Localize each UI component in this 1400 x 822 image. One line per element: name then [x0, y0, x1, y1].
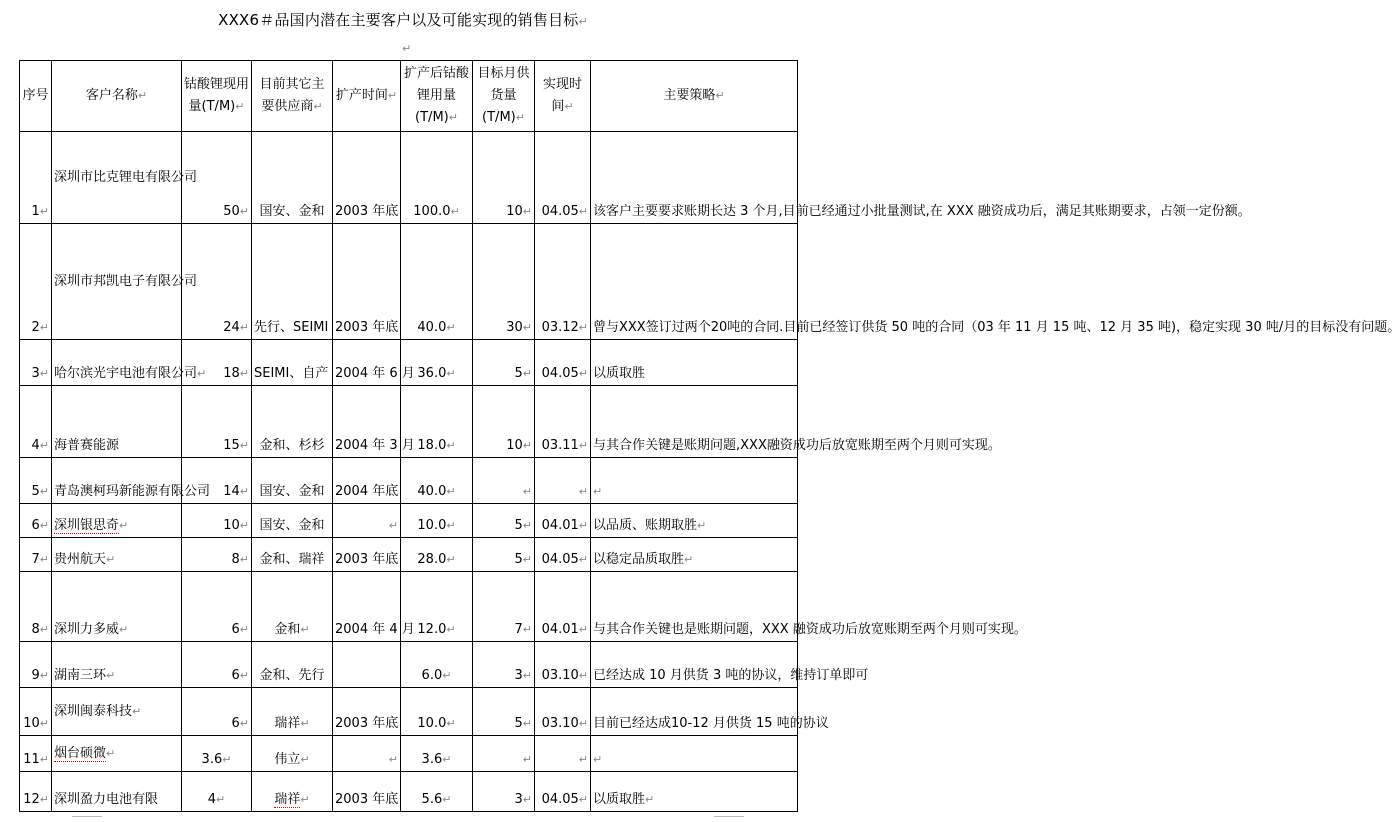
cell-post-usage: 10.0↵: [401, 504, 473, 538]
table-row: [20, 772, 798, 812]
cell-expansion-time: ↵: [333, 504, 401, 538]
cell-customer: 深圳银思奇↵: [52, 504, 182, 538]
sales-target-table: [19, 60, 1400, 812]
table-row: [20, 642, 798, 688]
cell-seq: 1↵: [20, 132, 52, 224]
cell-realize-time: 04.05↵: [535, 538, 591, 572]
cell-customer: 烟台硕微↵: [52, 736, 182, 772]
cell-strategy: 目前已经达成10-12 月供货 15 吨的协议: [591, 688, 798, 736]
cell-usage: 18↵: [182, 340, 252, 386]
table-row: [20, 736, 798, 772]
cell-realize-time: 04.01↵: [535, 504, 591, 538]
cell-seq: 10↵: [20, 688, 52, 736]
cell-customer: 深圳市比克锂电有限公司: [52, 132, 182, 224]
cell-strategy: 已经达成 10 月供货 3 吨的协议，维持订单即可: [591, 642, 798, 688]
cell-expansion-time: 2003 年底: [333, 538, 401, 572]
cell-suppliers: 金和↵: [252, 572, 333, 642]
cell-suppliers: 先行、SEIMI: [252, 224, 333, 340]
cell-customer: 深圳力多威↵: [52, 572, 182, 642]
cell-suppliers: 金和、瑞祥: [252, 538, 333, 572]
cell-customer: 贵州航天↵: [52, 538, 182, 572]
cell-seq: 4↵: [20, 386, 52, 458]
table-row: [20, 538, 798, 572]
cell-post-usage: 5.6↵: [401, 772, 473, 812]
cell-customer: 深圳盈力电池有限: [52, 772, 182, 812]
cell-target-supply: 10↵: [473, 386, 535, 458]
cell-usage: 4↵: [182, 772, 252, 812]
cell-usage: 6↵: [182, 642, 252, 688]
cell-realize-time: 04.05↵: [535, 340, 591, 386]
cell-suppliers: 伟立↵: [252, 736, 333, 772]
table-row: [20, 340, 798, 386]
page-edge-line: [72, 816, 102, 817]
table-row: [20, 386, 798, 458]
cell-suppliers: SEIMI、自产: [252, 340, 333, 386]
cell-realize-time: 03.10↵: [535, 642, 591, 688]
cell-strategy: 以质取胜↵: [591, 772, 798, 812]
cell-target-supply: 5↵: [473, 340, 535, 386]
cell-seq: 11↵: [20, 736, 52, 772]
cell-suppliers: 瑞祥↵: [252, 772, 333, 812]
header-realize-time: 实现时间↵: [535, 61, 591, 132]
cell-seq: 8↵: [20, 572, 52, 642]
cell-realize-time: 03.10↵: [535, 688, 591, 736]
table-header-row: [20, 61, 798, 132]
cell-suppliers: 瑞祥↵: [252, 688, 333, 736]
cell-strategy: 以稳定品质取胜↵: [591, 538, 798, 572]
cell-usage: 6↵: [182, 572, 252, 642]
header-strategy: 主要策略↵: [591, 61, 798, 132]
cell-post-usage: 18.0↵: [401, 386, 473, 458]
cell-post-usage: 28.0↵: [401, 538, 473, 572]
table-row: [20, 224, 798, 340]
header-target-supply: 目标月供货量(T/M)↵: [473, 61, 535, 132]
paragraph-mark-icon: ↵: [578, 15, 588, 28]
cell-target-supply: ↵: [473, 458, 535, 504]
cell-strategy: ↵: [591, 736, 798, 772]
cell-post-usage: 6.0↵: [401, 642, 473, 688]
cell-expansion-time: 2003 年底: [333, 132, 401, 224]
cell-target-supply: 3↵: [473, 772, 535, 812]
cell-expansion-time: ↵: [333, 736, 401, 772]
cell-target-supply: 3↵: [473, 642, 535, 688]
cell-customer: 海普赛能源: [52, 386, 182, 458]
cell-post-usage: 10.0↵: [401, 688, 473, 736]
header-expansion-time: 扩产时间↵: [333, 61, 401, 132]
cell-usage: 24↵: [182, 224, 252, 340]
cell-target-supply: 30↵: [473, 224, 535, 340]
cell-post-usage: 40.0↵: [401, 458, 473, 504]
table-row: [20, 458, 798, 504]
cell-customer: 湖南三环↵: [52, 642, 182, 688]
cell-seq: 7↵: [20, 538, 52, 572]
cell-strategy: ↵: [591, 458, 798, 504]
table-row: [20, 572, 798, 642]
cell-usage: 14↵: [182, 458, 252, 504]
cell-target-supply: 5↵: [473, 504, 535, 538]
cell-post-usage: 100.0↵: [401, 132, 473, 224]
cell-seq: 9↵: [20, 642, 52, 688]
cell-strategy: 与其合作关键是账期问题,XXX融资成功后放宽账期至两个月则可实现。: [591, 386, 798, 458]
cell-post-usage: 3.6↵: [401, 736, 473, 772]
cell-expansion-time: 2004 年底: [333, 458, 401, 504]
header-seq: 序号: [20, 61, 52, 132]
cell-seq: 3↵: [20, 340, 52, 386]
cell-seq: 5↵: [20, 458, 52, 504]
header-other-suppliers: 目前其它主要供应商↵: [252, 61, 333, 132]
cell-expansion-time: 2004 年 4 月: [333, 572, 401, 642]
cell-customer: 青岛澳柯玛新能源有限公司: [52, 458, 182, 504]
cell-post-usage: 40.0↵: [401, 224, 473, 340]
cell-suppliers: 国安、金和: [252, 458, 333, 504]
cell-suppliers: 金和、先行: [252, 642, 333, 688]
table-row: [20, 132, 798, 224]
table-row: [20, 688, 798, 736]
cell-realize-time: 04.05↵: [535, 772, 591, 812]
cell-suppliers: 国安、金和: [252, 132, 333, 224]
cell-expansion-time: 2004 年 6 月: [333, 340, 401, 386]
cell-expansion-time: [333, 642, 401, 688]
cell-strategy: 以质取胜: [591, 340, 798, 386]
cell-seq: 6↵: [20, 504, 52, 538]
cell-strategy: 与其合作关键也是账期问题，XXX 融资成功后放宽账期至两个月则可实现。: [591, 572, 798, 642]
cell-target-supply: ↵: [473, 736, 535, 772]
cell-seq: 12↵: [20, 772, 52, 812]
cell-realize-time: 03.12↵: [535, 224, 591, 340]
page-edge-line: [714, 816, 744, 817]
cell-realize-time: 04.01↵: [535, 572, 591, 642]
header-current-usage: 钴酸锂现用量(T/M)↵: [182, 61, 252, 132]
page-title: [0, 9, 806, 30]
header-post-expansion-usage: 扩产后钴酸锂用量(T/M)↵: [401, 61, 473, 132]
cell-usage: 15↵: [182, 386, 252, 458]
cell-usage: 50↵: [182, 132, 252, 224]
cell-expansion-time: 2003 年底: [333, 224, 401, 340]
cell-usage: 8↵: [182, 538, 252, 572]
cell-suppliers: 国安、金和: [252, 504, 333, 538]
cell-target-supply: 10↵: [473, 132, 535, 224]
cell-realize-time: 04.05↵: [535, 132, 591, 224]
cell-expansion-time: 2003 年底: [333, 772, 401, 812]
table-row: [20, 504, 798, 538]
cell-usage: 3.6↵: [182, 736, 252, 772]
cell-realize-time: ↵: [535, 736, 591, 772]
cell-target-supply: 7↵: [473, 572, 535, 642]
cell-post-usage: 12.0↵: [401, 572, 473, 642]
cell-customer: 哈尔滨光宇电池有限公司↵: [52, 340, 182, 386]
cell-usage: 6↵: [182, 688, 252, 736]
cell-realize-time: 03.11↵: [535, 386, 591, 458]
cell-strategy: 曾与XXX签订过两个20吨的合同.目前已经签订供货 50 吨的合同（03 年 11 月 15 吨、12 月 35 吨)，稳定实现 30 吨/月的目标没有问题。: [591, 224, 798, 340]
cell-usage: 10↵: [182, 504, 252, 538]
cell-expansion-time: 2004 年 3 月: [333, 386, 401, 458]
cell-target-supply: 5↵: [473, 538, 535, 572]
cell-customer: 深圳市邦凯电子有限公司: [52, 224, 182, 340]
page-title-text: XXX6＃品国内潜在主要客户以及可能实现的销售目标: [218, 11, 579, 29]
cell-post-usage: 36.0↵: [401, 340, 473, 386]
cell-realize-time: ↵: [535, 458, 591, 504]
cell-suppliers: 金和、杉杉: [252, 386, 333, 458]
header-customer: 客户名称↵: [52, 61, 182, 132]
cell-seq: 2↵: [20, 224, 52, 340]
cell-customer: 深圳闽泰科技↵: [52, 688, 182, 736]
paragraph-mark-icon: ↵: [402, 42, 412, 55]
cell-strategy: 以品质、账期取胜↵: [591, 504, 798, 538]
cell-target-supply: 5↵: [473, 688, 535, 736]
cell-expansion-time: 2003 年底: [333, 688, 401, 736]
cell-strategy: 该客户主要要求账期长达 3 个月,目前已经通过小批量测试,在 XXX 融资成功后，满足其账期要求，占领一定份额。: [591, 132, 798, 224]
